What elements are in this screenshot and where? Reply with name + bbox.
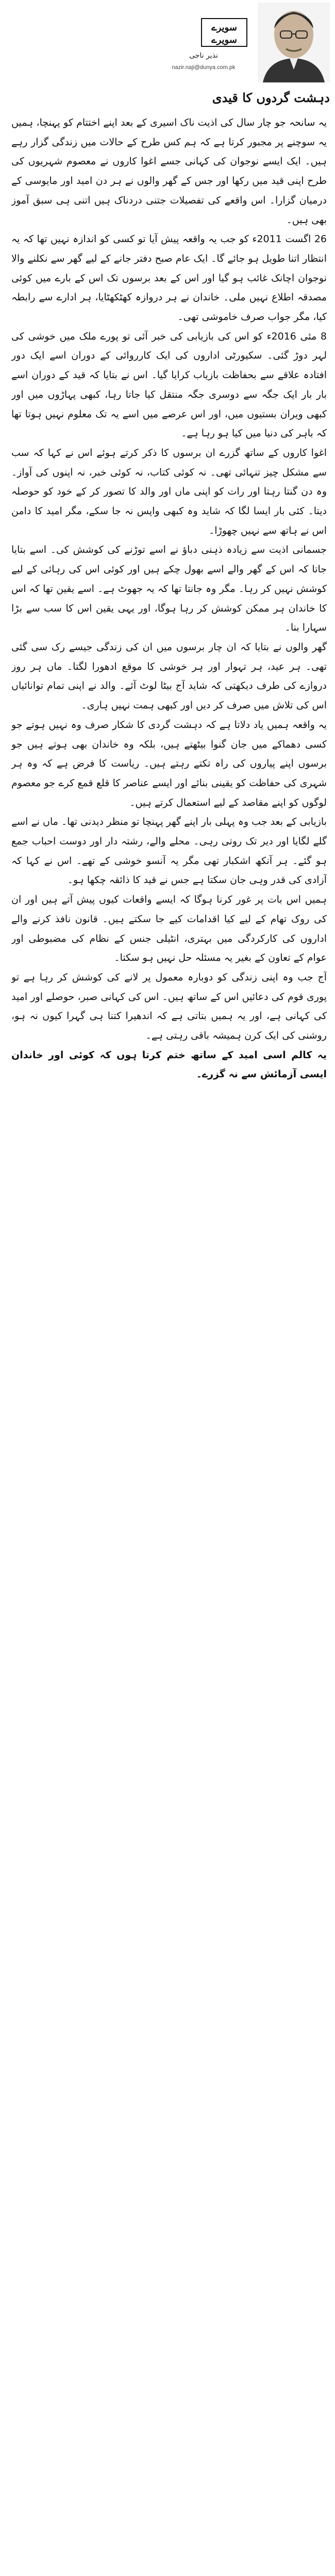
column-header (155, 3, 330, 111)
paragraph: ہمیں اس بات پر غور کرنا ہوگا کہ ایسے واقعات کیوں پیش آتے ہیں اور ان کی روک تھام کے لیے کیا اقدامات کیے جا سکتے ہیں۔ قانون نافذ کرنے والے اداروں کی کارکردگی میں بہتری، انٹیلی جنس کے نظام کی مضبوطی اور عوام کے تعاون کے بغیر یہ مسئلہ حل نہیں ہو سکتا۔ (11, 894, 327, 964)
paragraph: یہ سانحہ جو چار سال کی اذیت ناک اسیری کے بعد اپنے اختتام کو پہنچا، ہمیں یہ سوچنے پر مجبور کرتا ہے کہ ہم کس طرح کے حالات میں زندگی گزار رہے ہیں۔ ایک ایسے نوجوان کی کہانی جسے اغوا کاروں نے معصوم شہریوں کی طرح اپنی قید میں رکھا اور جس کے گھر والوں نے ہر دن امید اور مایوسی کے درمیان گزارا۔ اس واقعے کی تفصیلات جتنی دردناک ہیں اتنی ہی سبق آموز بھی ہیں۔ (11, 117, 327, 226)
closing-line: یہ کالم اسی امید کے ساتھ ختم کرتا ہوں کہ کوئی اور خاندان ایسی آزمائش سے نہ گزرے۔ (11, 1049, 327, 1080)
paragraph: 8 مئی 2016ء کو اس کی بازیابی کی خبر آئی تو پورے ملک میں خوشی کی لہر دوڑ گئی۔ سکیورٹی اداروں کی ایک کارروائی کے دوران اسے ایک دور افتادہ علاقے سے بحفاظت بازیاب کرایا گیا۔ اس نے بتایا کہ قید کے دوران اسے بار بار ایک جگہ سے دوسری جگہ منتقل کیا جاتا رہا، کبھی پہاڑوں میں اور کبھی ویران بستیوں میں، اور اس عرصے میں اسے یہ تک معلوم نہیں ہوتا تھا کہ باہر کی دنیا میں کیا ہو رہا ہے۔ (11, 330, 327, 439)
paragraph: 26 اگست 2011ء کو جب یہ واقعہ پیش آیا تو کسی کو اندازہ نہیں تھا کہ یہ انتظار اتنا طویل ہو جائے گا۔ ایک عام صبح دفتر جانے کے لیے گھر سے نکلنے والا نوجوان اچانک غائب ہو گیا اور اس کے بعد برسوں تک اس کے بارے میں کوئی مصدقہ اطلاع نہیں ملی۔ خاندان نے ہر دروازہ کھٹکھٹایا، ہر ادارے سے رابطہ کیا، مگر جواب صرف خاموشی تھی۔ (11, 233, 327, 323)
paragraph: گھر والوں نے بتایا کہ ان چار برسوں میں ان کی زندگی جیسے رک سی گئی تھی۔ ہر عید، ہر تہوار اور ہر خوشی کا موقع ادھورا لگتا۔ ماں ہر روز دروازے کی طرف دیکھتی کہ شاید آج بیٹا لوٹ آئے۔ والد نے اپنی تمام توانائیاں اس کی تلاش میں صرف کر دیں اور کبھی ہمت نہیں ہاری۔ (11, 641, 327, 711)
article-body (11, 113, 327, 2576)
author-name: نذیر ناجی (189, 52, 218, 60)
paragraph: جسمانی اذیت سے زیادہ ذہنی دباؤ نے اسے توڑنے کی کوشش کی۔ اسے بتایا جاتا کہ اس کے گھر والے اسے بھول چکے ہیں اور کوئی اس کی رہائی کے لیے کوشش نہیں کر رہا۔ مگر وہ جانتا تھا کہ یہ جھوٹ ہے۔ اسے یقین تھا کہ اس کا خاندان ہر ممکن کوشش کر رہا ہوگا، اور یہی یقین اس کا سب سے بڑا سہارا بنا۔ (11, 544, 327, 634)
logo-line-1: سویرے (211, 22, 237, 33)
logo-line-2: سویرے (211, 35, 237, 45)
paragraph: آج جب وہ اپنی زندگی کو دوبارہ معمول پر لانے کی کوشش کر رہا ہے تو پوری قوم کی دعائیں اس کے ساتھ ہیں۔ اس کی کہانی صبر، حوصلے اور امید کی کہانی ہے، اور یہ ہمیں بتاتی ہے کہ اندھیرا کتنا ہی گہرا کیوں نہ ہو، روشنی کی ایک کرن ہمیشہ باقی رہتی ہے۔ (11, 971, 327, 1042)
paragraph: یہ واقعہ ہمیں یاد دلاتا ہے کہ دہشت گردی کا شکار صرف وہ نہیں ہوتے جو کسی دھماکے میں جان گنوا بیٹھتے ہیں، بلکہ وہ خاندان بھی ہوتے ہیں جو برسوں اپنے پیاروں کی راہ تکتے رہتے ہیں۔ ریاست کا فرض ہے کہ وہ ہر شہری کی حفاظت کو یقینی بنائے اور ایسے عناصر کا قلع قمع کرے جو معصوم لوگوں کو اپنے مقاصد کے لیے استعمال کرتے ہیں۔ (11, 719, 327, 808)
column-logo (201, 18, 247, 47)
author-email: nazir.naji@dunya.com.pk (172, 64, 236, 71)
paragraph: بازیابی کے بعد جب وہ پہلی بار اپنے گھر پہنچا تو منظر دیدنی تھا۔ ماں نے اسے گلے لگایا اور دیر تک روتی رہی۔ محلے والے، رشتہ دار اور دوست احباب جمع ہو گئے۔ ہر آنکھ اشکبار تھی مگر یہ آنسو خوشی کے تھے۔ اس نے کہا کہ آزادی کی قدر وہی جان سکتا ہے جس نے قید کا ذائقہ چکھا ہو۔ (11, 816, 327, 886)
author-portrait-icon (258, 3, 330, 82)
column-title: دہشت گردوں کا قیدی (212, 90, 330, 105)
paragraph: اغوا کاروں کے ساتھ گزرے ان برسوں کا ذکر کرتے ہوئے اس نے کہا کہ سب سے مشکل چیز تنہائی تھی۔ نہ کوئی کتاب، نہ کوئی خبر، نہ اپنوں کی آواز۔ وہ دن گنتا رہتا اور رات کو اپنی ماں اور والد کا تصور کر کے خود کو حوصلہ دیتا۔ کئی بار ایسا لگا کہ شاید وہ کبھی واپس نہ جا سکے، مگر امید کا دامن اس نے ہاتھ سے نہیں چھوڑا۔ (11, 447, 327, 536)
